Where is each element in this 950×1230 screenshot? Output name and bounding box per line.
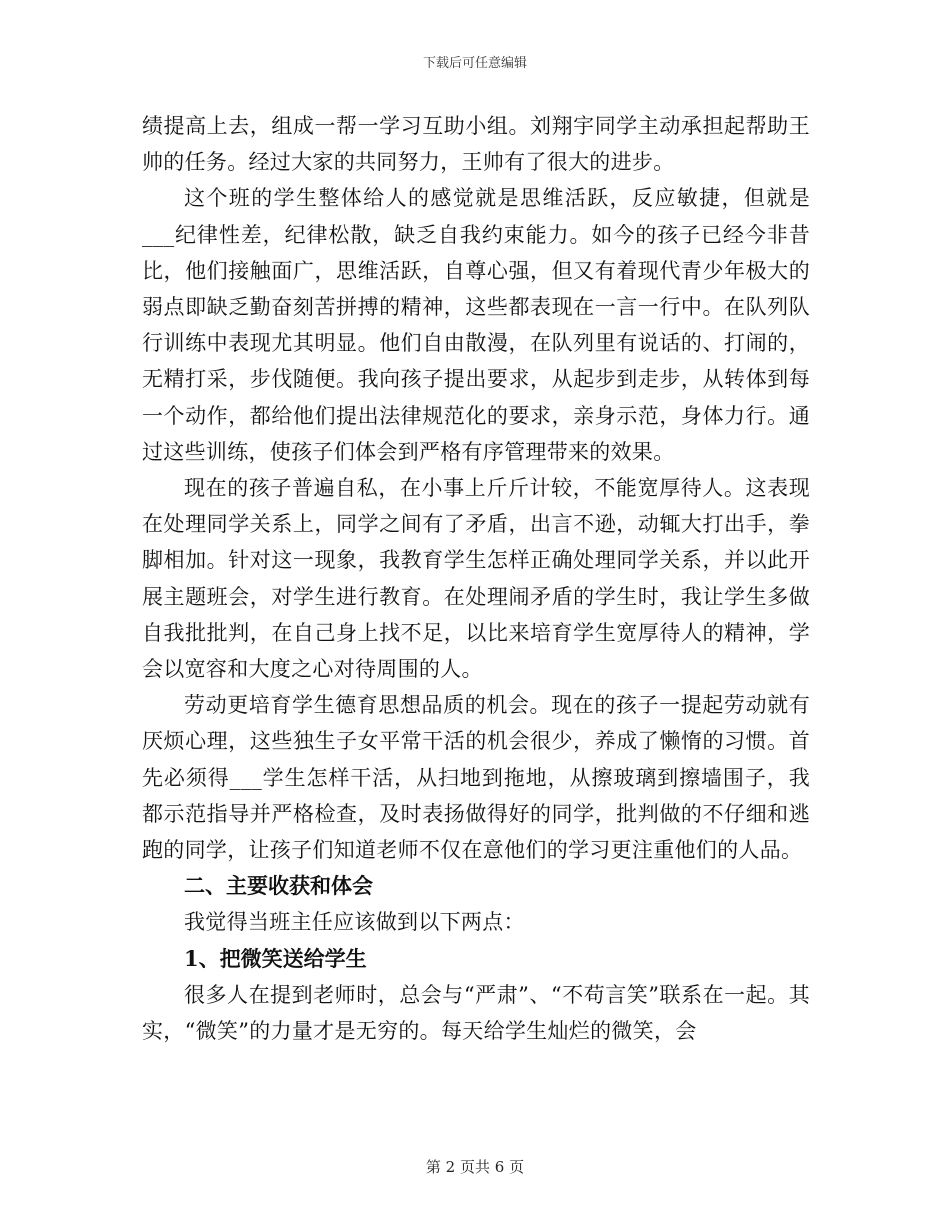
paragraph-labor-education: 劳动更培育学生德育思想品质的机会。现在的孩子一提起劳动就有厌烦心理，这些独生子女平常干活的机会很少，养成了懒惰的习惯。首先必须得___学生怎样干活，从扫地到拖地，从擦玻璃到擦墙围子，我都示范指导并严格检查，及时表扬做得好的同学，批判做的不仔细和逃跑的同学，让孩子们知道老师不仅在意他们的学习更注重他们的人品。 — [142, 693, 810, 863]
section-intro: 我觉得当班主任应该做到以下两点： — [184, 910, 525, 935]
paragraph-class-discipline: 这个班的学生整体给人的感觉就是思维活跃，反应敏捷，但就是___纪律性差，纪律松散，缺乏自我约束能力。如今的孩子已经今非昔比，他们接触面广，思维活跃，自尊心强，但又有着现代青少年极大的弱点即缺乏勤奋刻苦拼搏的精神，这些都表现在一言一行中。在队列队行训练中表现尤其明显。他们自由散漫，在队列里有说话的、打闹的，无精打采，步伐随便。我向孩子提出要求，从起步到走步，从转体到每一个动作，都给他们提出法律规范化的要求，亲身示范，身体力行。通过这些训练，使孩子们体会到严格有序管理带来的效果。 — [142, 186, 810, 464]
document-body — [142, 108, 810, 1049]
paragraph-smile: 很多人在提到老师时，总会与“严肃”、“不苟言笑”联系在一起。其实，“微笑”的力量才是无穷的。每天给学生灿烂的微笑，会 — [142, 982, 810, 1044]
page-header: 下载后可任意编辑 — [422, 56, 527, 71]
subheading-smile: 1、把微笑送给学生 — [184, 945, 367, 971]
section-heading: 二、主要收获和体会 — [184, 873, 373, 899]
paragraph-continued: 绩提高上去，组成一帮一学习互助小组。刘翔宇同学主动承担起帮助王帅的任务。经过大家的共同努力，王帅有了很大的进步。 — [142, 114, 810, 175]
paragraph-student-relations: 现在的孩子普遍自私，在小事上斤斤计较，不能宽厚待人。这表现在处理同学关系上，同学之间有了矛盾，出言不逊，动辄大打出手，拳脚相加。针对这一现象，我教育学生怎样正确处理同学关系，并以此开展主题班会，对学生进行教育。在处理闹矛盾的学生时，我让学生多做自我批批判，在自己身上找不足，以比来培育学生宽厚待人的精神，学会以宽容和大度之心对待周围的人。 — [142, 476, 810, 682]
page-number: 第 2 页共 6 页 — [425, 1158, 525, 1176]
